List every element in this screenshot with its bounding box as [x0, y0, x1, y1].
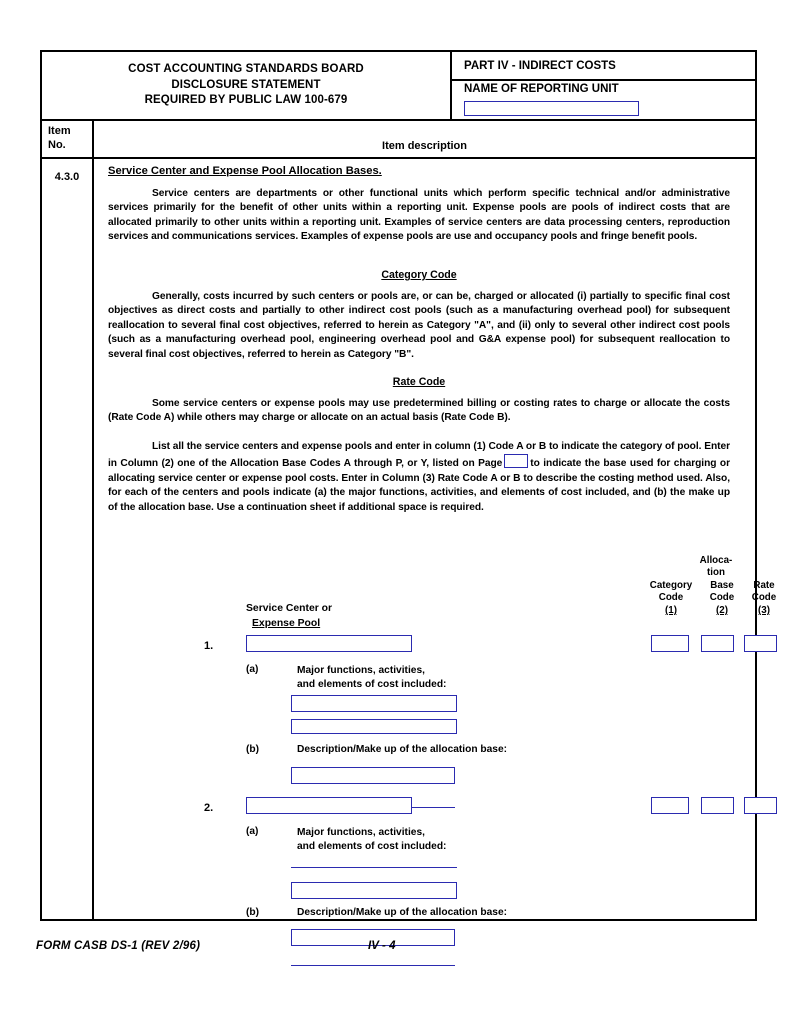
category-code-header-line-2: Code — [658, 592, 684, 603]
footer-page-number: IV - 4 — [368, 940, 396, 952]
agency-title-line-1: COST ACCOUNTING STANDARDS BOARD — [128, 63, 364, 76]
entry-2-sub-a-label-line-1: Major functions, activities, — [297, 827, 425, 838]
entry-2-sub-a-marker: (a) — [246, 826, 259, 837]
reporting-unit-label: NAME OF REPORTING UNIT — [464, 83, 619, 95]
base-code-header-line-2: Code — [709, 592, 735, 603]
form-body-row — [42, 159, 777, 919]
item-no-header-line-1: Item — [48, 125, 71, 137]
rate-code-column-number: (3) — [758, 605, 770, 616]
entry-1-name-input[interactable] — [246, 635, 412, 652]
form-header-row — [42, 52, 755, 121]
rate-code-header — [744, 580, 784, 604]
rate-code-header-line-2: Code — [751, 592, 777, 603]
agency-title-line-3: REQUIRED BY PUBLIC LAW 100-679 — [144, 94, 348, 107]
entry-1-number: 1. — [204, 640, 214, 652]
entry-2-category-code-input[interactable] — [651, 797, 689, 814]
agency-title-line-2: DISCLOSURE STATEMENT — [171, 78, 321, 91]
item-description-header-cell — [94, 121, 755, 157]
rate-code-header-line-1: Rate — [753, 580, 775, 591]
service-center-label-line-2: Expense Pool — [252, 618, 321, 629]
entry-1-sub-b-marker: (b) — [246, 744, 260, 755]
entry-2-sub-b-input-2[interactable] — [291, 965, 455, 966]
item-number-cell — [42, 159, 94, 919]
entry-2-sub-a-label — [297, 826, 446, 854]
footer-form-id: FORM CASB DS-1 (REV 2/96) — [36, 940, 201, 952]
header-right-block — [452, 52, 755, 119]
form-table — [40, 50, 777, 921]
allocation-header — [690, 555, 742, 579]
category-code-header — [642, 580, 700, 604]
allocation-header-line-1: Alloca- — [699, 555, 733, 566]
allocation-header-line-2: tion — [707, 567, 725, 578]
base-code-header — [702, 580, 742, 604]
entry-2-sub-a-label-line-2: and elements of cost included: — [297, 841, 447, 852]
reporting-unit-cell — [452, 81, 755, 121]
entry-2-base-code-input[interactable] — [701, 797, 734, 814]
agency-title-block — [42, 52, 452, 119]
category-code-header-line-1: Category — [649, 580, 693, 591]
part-title-cell — [452, 52, 755, 81]
category-code-column-number: (1) — [665, 605, 677, 616]
item-no-header-cell — [42, 121, 94, 157]
entry-1-rate-code-input[interactable] — [744, 635, 777, 652]
entry-1-sub-a-label — [297, 664, 446, 692]
paragraph-instructions-part-2: to indicate the base used for charging or allocating service center or expense pool costs. Enter in Column (3) Rate Code A or B to describe the costing method used. Also, for each of the centers and pools indicate (a) the major functions, activities, and elements of cost included, and (b) the make up of the allocation base. Use a continuation sheet if additional space is required. — [108, 458, 730, 513]
item-number-value: 4.3.0 — [54, 171, 80, 183]
paragraph-intro-text: Service centers are departments or other functional units which perform specific technical and/or administrative services primarily for the benefit of other units within a reporting unit. Expense pools are pools of indirect costs that are allocated primarily to other units within a reporting unit. Examples of service centers are data processing centers, reproduction services and communications services. Examples of expense pools are use and occupancy pools and fringe benefit pools. — [108, 188, 730, 243]
entry-1-category-code-input[interactable] — [651, 635, 689, 652]
entry-2-sub-a-input-1[interactable] — [291, 867, 457, 868]
category-code-heading: Category Code — [381, 269, 457, 281]
entry-1-sub-a-input-2[interactable] — [291, 719, 457, 734]
entry-1-sub-a-label-line-1: Major functions, activities, — [297, 665, 425, 676]
service-center-label-line-1: Service Center or — [246, 603, 333, 614]
entry-1-sub-a-marker: (a) — [246, 664, 259, 675]
rate-code-heading: Rate Code — [392, 376, 446, 388]
base-code-column-number: (2) — [716, 605, 728, 616]
entry-1-sub-a-label-line-2: and elements of cost included: — [297, 679, 447, 690]
part-title-text: PART IV - INDIRECT COSTS — [464, 59, 616, 72]
entry-1-sub-b-input-1[interactable] — [291, 767, 455, 784]
entry-2-number: 2. — [204, 802, 214, 814]
paragraph-instructions-part-1: List all the service centers and expense pools and enter in column (1) Code A or B to indicate the category of pool. Enter in Column (2) one of the Allocation Base Codes A through P, or Y, listed on Page — [108, 441, 730, 470]
section-title: Service Center and Expense Pool Allocation Bases. — [108, 165, 382, 177]
item-content-cell — [94, 159, 777, 919]
allocation-entry-grid — [94, 159, 777, 919]
entry-1-sub-b-label: Description/Make up of the allocation base: — [297, 744, 508, 755]
entry-2-sub-b-marker: (b) — [246, 907, 260, 918]
paragraph-rate-code-text: Some service centers or expense pools may use predetermined billing or costing rates to charge or allocate the costs (Rate Code A) while others may charge or allocate on an actual basis (Rate Code B). — [108, 398, 730, 424]
entry-2-sub-a-input-2[interactable] — [291, 882, 457, 899]
entry-2-name-input[interactable] — [246, 797, 412, 814]
paragraph-category-code-text: Generally, costs incurred by such centers or pools are, or can be, charged or allocated (i) partially to specific final cost objectives as direct costs and partially to other indirect cost pools (such as a manufacturing overhead pool) for subsequent reallocation to several final cost objectives, referred to herein as Category "A", and (ii) only to several other indirect cost pools (such as a manufacturing overhead pool, engineering overhead pool and G&A expense pool) for subsequent reallocation to several final cost objectives, referred to herein as Category "B". — [108, 291, 730, 360]
entry-2-rate-code-input[interactable] — [744, 797, 777, 814]
entry-1-sub-a-input-1[interactable] — [291, 695, 457, 712]
item-no-header-line-2: No. — [48, 139, 66, 151]
entry-1-base-code-input[interactable] — [701, 635, 734, 652]
reporting-unit-input[interactable] — [464, 101, 639, 116]
item-description-header-text: Item description — [382, 140, 467, 152]
entry-2-sub-b-label: Description/Make up of the allocation base: — [297, 907, 508, 918]
base-code-header-line-1: Base — [710, 580, 734, 591]
column-header-row — [42, 121, 755, 159]
